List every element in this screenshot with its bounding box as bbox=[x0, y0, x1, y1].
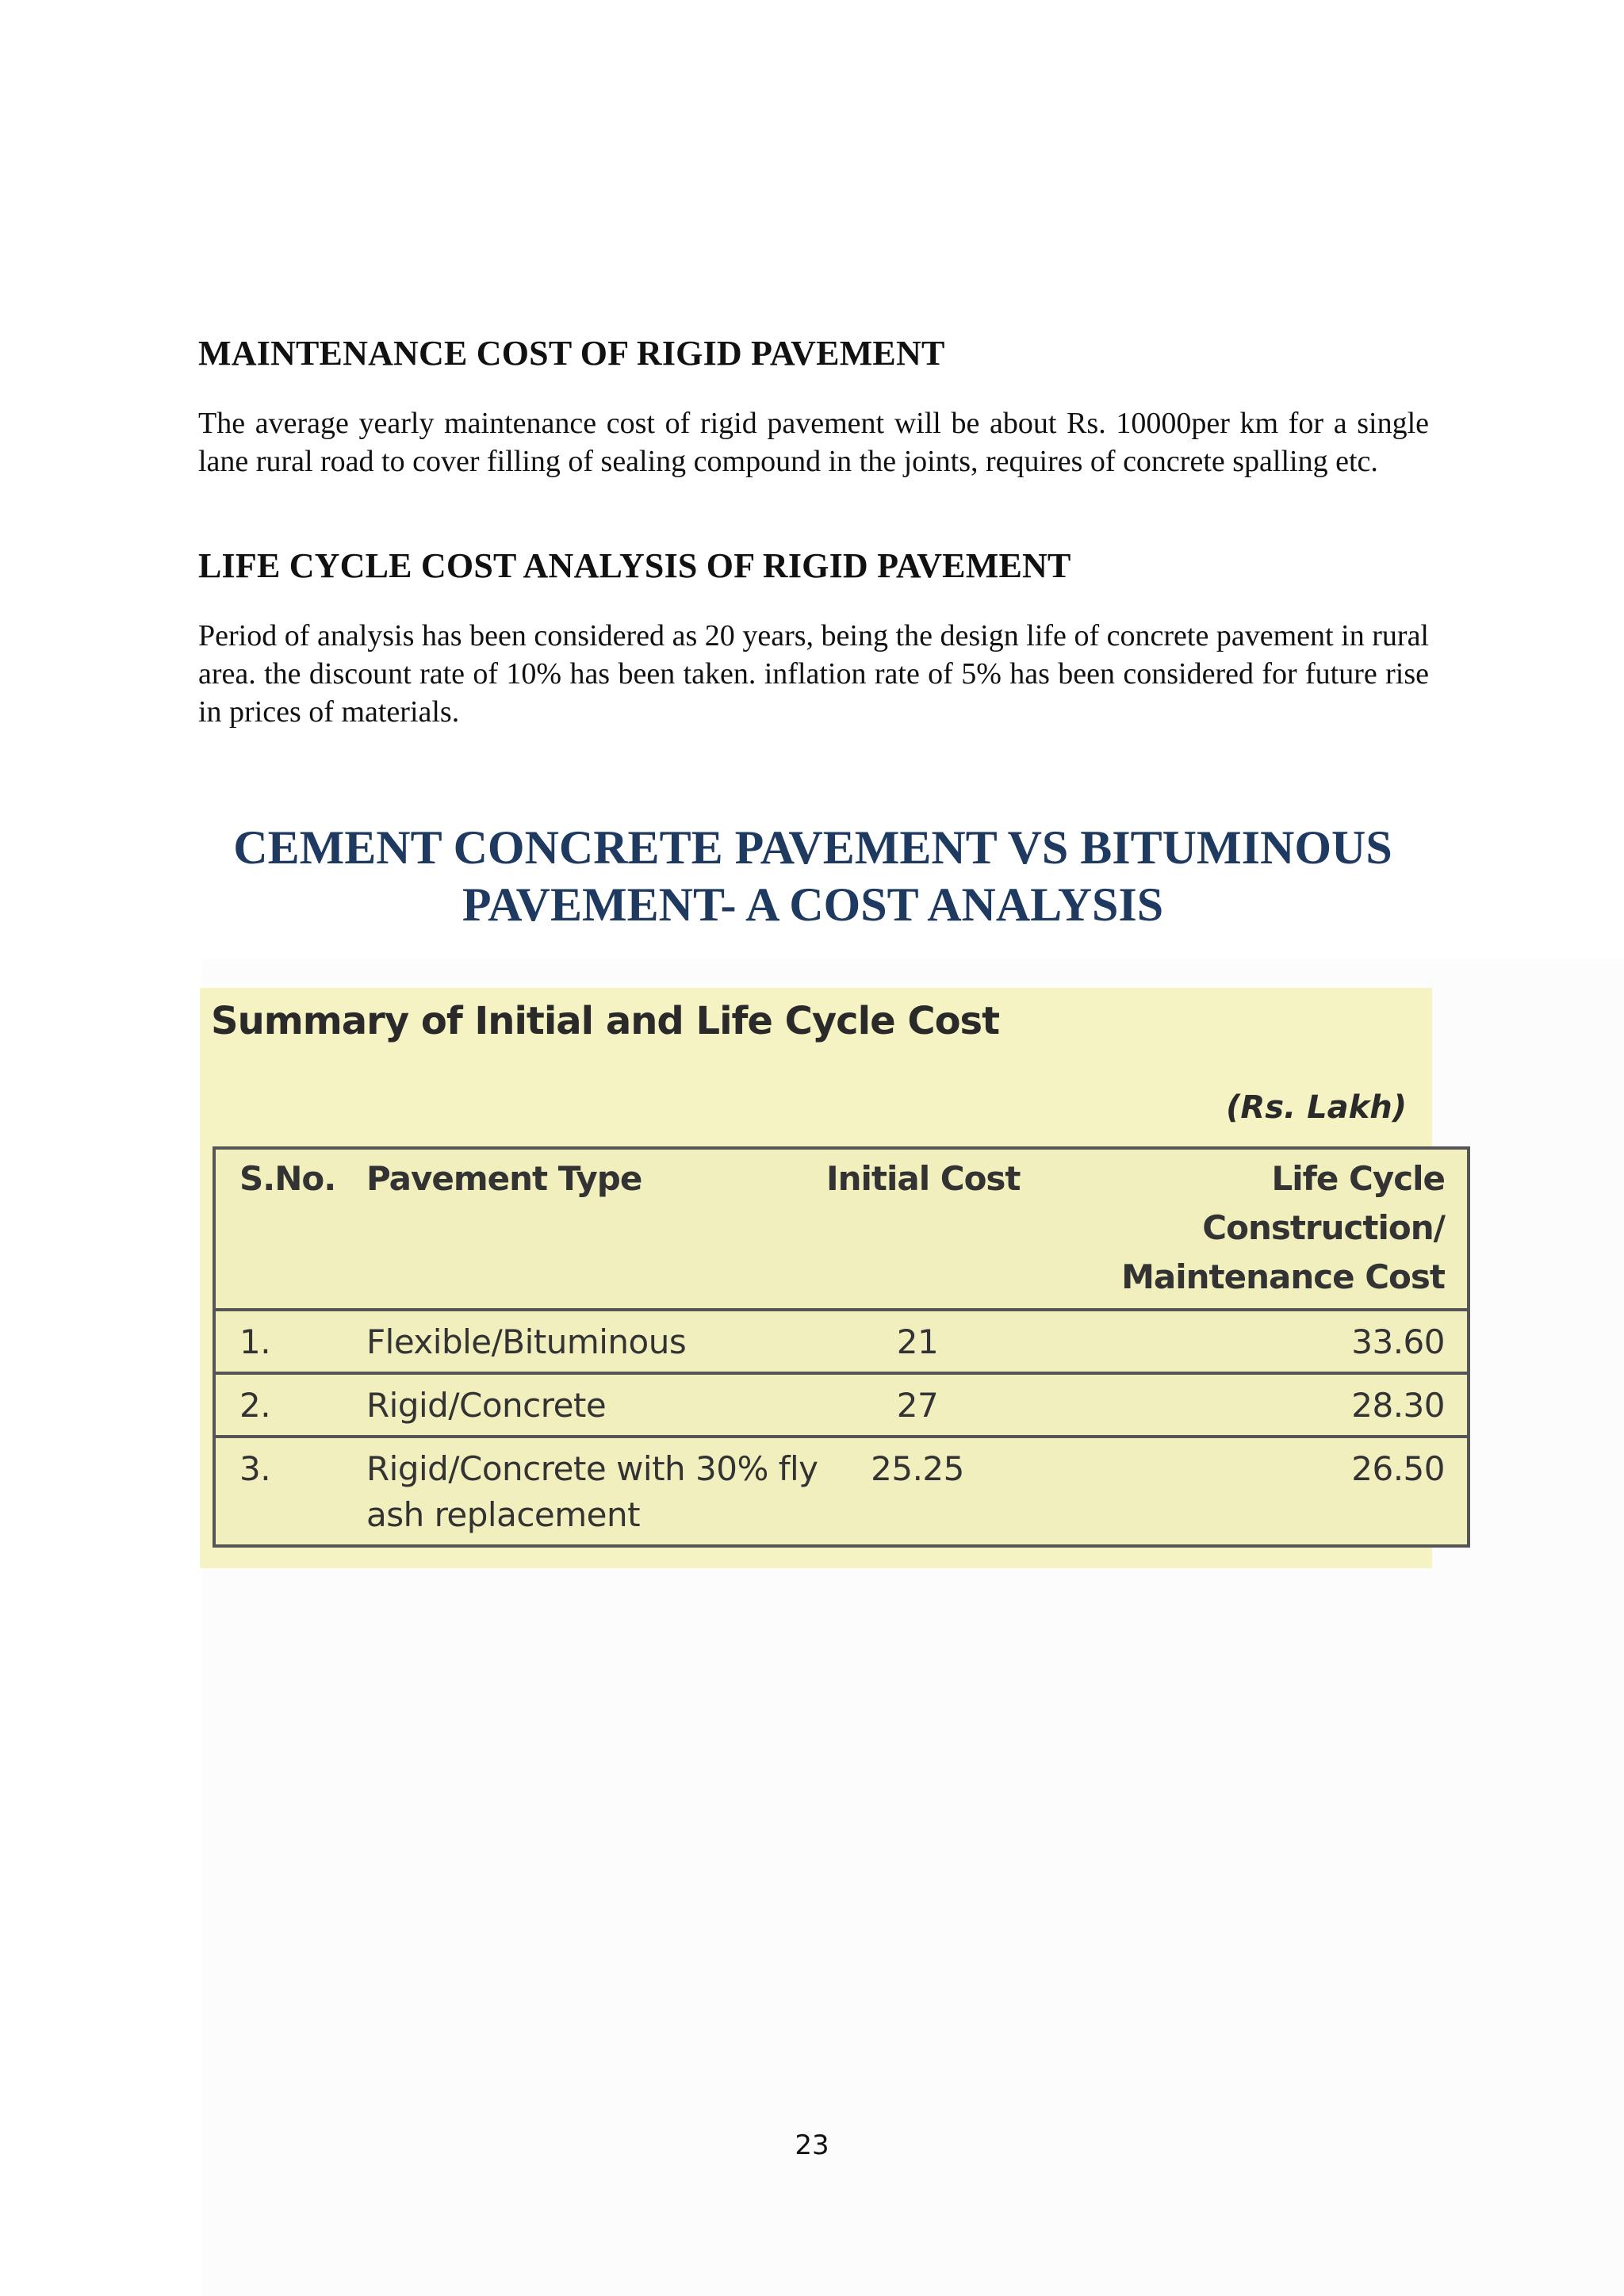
cell-type-line1: Rigid/Concrete with 30% fly bbox=[366, 1449, 818, 1488]
header-sno: S.No. bbox=[214, 1148, 366, 1310]
cell-initial-cost: 25.25 bbox=[826, 1437, 1088, 1546]
header-pavement-type: Pavement Type bbox=[366, 1148, 826, 1310]
lcca-paragraph: Period of analysis has been considered as 20 years, being the design life of concrete pavement in rural area. the discount rate of 10% has been taken. inflation rate of 5% has been considered for future rise in prices of materials. bbox=[198, 619, 1429, 729]
cost-summary-figure bbox=[200, 988, 1445, 1568]
page-title-line1: CEMENT CONCRETE PAVEMENT VS BITUMINOUS bbox=[233, 821, 1392, 874]
maintenance-heading: MAINTENANCE COST OF RIGID PAVEMENT bbox=[198, 334, 945, 373]
table-row bbox=[214, 1437, 1469, 1546]
lcca-heading: LIFE CYCLE COST ANALYSIS OF RIGID PAVEMENT bbox=[198, 546, 1071, 585]
cell-life-cycle-cost: 28.30 bbox=[1088, 1373, 1469, 1437]
page-number: 23 bbox=[795, 2130, 829, 2161]
cell-initial-cost: 27 bbox=[826, 1373, 1088, 1437]
cell-sno: 3. bbox=[214, 1437, 366, 1546]
table-header-row bbox=[214, 1148, 1469, 1310]
cell-sno: 2. bbox=[214, 1373, 366, 1437]
cell-life-cycle-cost: 26.50 bbox=[1088, 1437, 1469, 1546]
header-life-line2: Construction/ bbox=[1202, 1208, 1445, 1247]
header-initial-cost: Initial Cost bbox=[826, 1148, 1088, 1310]
cell-pavement-type: Flexible/Bituminous bbox=[366, 1310, 826, 1373]
cell-type-line2: ash replacement bbox=[366, 1495, 641, 1534]
page-title-line2: PAVEMENT- A COST ANALYSIS bbox=[462, 878, 1164, 931]
cell-initial-cost: 21 bbox=[826, 1310, 1088, 1373]
cell-pavement-type: Rigid/Concrete bbox=[366, 1373, 826, 1437]
cell-sno: 1. bbox=[214, 1310, 366, 1373]
unit-label: (Rs. Lakh) bbox=[1226, 1089, 1407, 1126]
header-life-line1: Life Cycle bbox=[1271, 1159, 1445, 1198]
table-row bbox=[214, 1310, 1469, 1373]
header-life-cycle-cost bbox=[1088, 1148, 1469, 1310]
table-title: Summary of Initial and Life Cycle Cost bbox=[211, 999, 1000, 1043]
table-row bbox=[214, 1373, 1469, 1437]
header-life-line3: Maintenance Cost bbox=[1121, 1257, 1445, 1296]
cell-life-cycle-cost: 33.60 bbox=[1088, 1310, 1469, 1373]
page-title bbox=[182, 819, 1443, 933]
cell-pavement-type bbox=[366, 1437, 826, 1546]
maintenance-paragraph: The average yearly maintenance cost of rigid pavement will be about Rs. 10000per km for a single lane rural road to cover filling of sealing compound in the joints, requires of concrete spalling etc. bbox=[198, 407, 1429, 478]
cost-table bbox=[213, 1146, 1470, 1548]
